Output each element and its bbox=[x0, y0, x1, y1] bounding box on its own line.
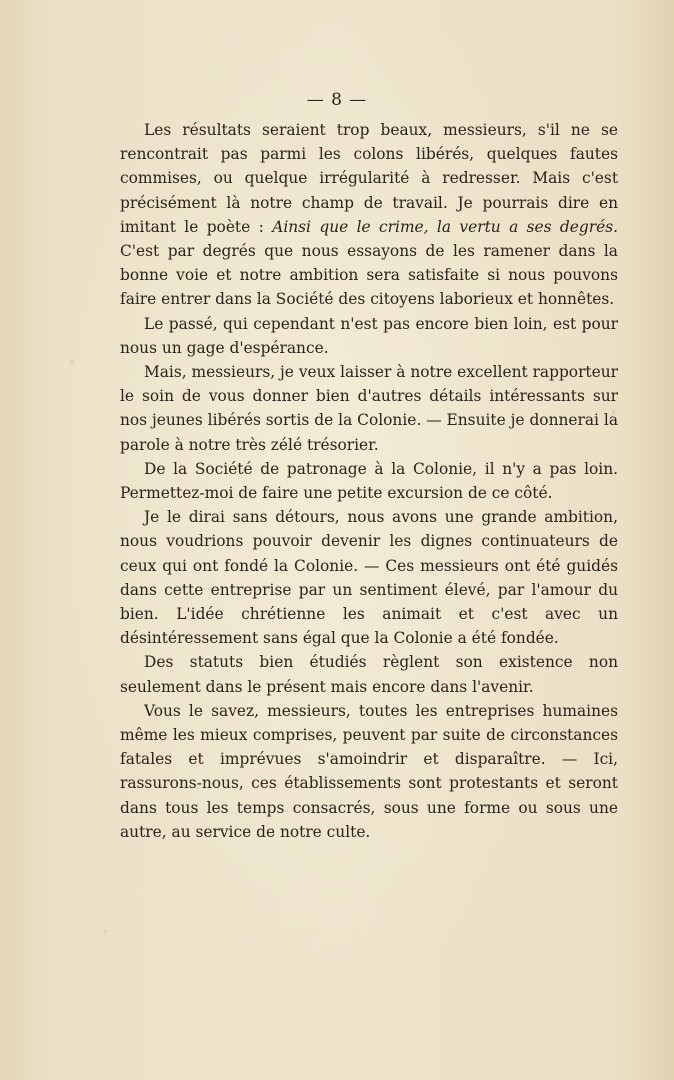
paragraph-4: De la Société de patronage à la Colonie, il n'y a pas loin. Permettez-moi de faire une petite excursion de ce côté. bbox=[120, 459, 618, 503]
page-number: — 8 — bbox=[306, 90, 368, 110]
paragraph-3: Mais, messieurs, je veux laisser à notre excellent rapporteur le soin de vous donner bien d'autres détails intéressants sur nos jeunes libérés sortis de la Colonie. — Ensuite je donnerai la parole à notre très zélé trésorier. bbox=[120, 363, 618, 454]
paragraph-6: Des statuts bien étudiés règlent son existence non seulement dans le présent mais encore dans l'avenir. bbox=[120, 653, 618, 696]
body-text bbox=[120, 118, 618, 844]
paragraph-5: Je le dirai sans détours, nous avons une grande ambition, nous voudrions pouvoir devenir les dignes continuateurs de ceux qui ont fondé la Colonie. — Ces messieurs ont été guidés dans cette entreprise par un sentiment élevé, par l'amour du bien. L'idée chrétienne les animait et c'est avec un désintéressement sans égal que la Colonie a été fondée. bbox=[120, 508, 618, 648]
paragraph-7: Vous le savez, messieurs, toutes les entreprises humaines même les mieux comprises, peuvent par suite de circonstances fatales et imprévues s'amoindrir et disparaître. — Ici, rassurons-nous, ces établissements sont protestants et seront dans tous les temps consacrés, sous une forme ou sous une autre, au service de notre culte. bbox=[120, 701, 618, 841]
paragraph-1 bbox=[120, 118, 618, 312]
paper-stain bbox=[104, 930, 107, 933]
paragraph-1-continuation: C'est par degrés que nous essayons de les ramener dans la bonne voie et notre ambition sera satisfaite si nous pouvons faire entrer dans la Société des citoyens laborieux et honnêtes. bbox=[120, 242, 618, 309]
paragraph-2: Le passé, qui cependant n'est pas encore bien loin, est pour nous un gage d'espérance. bbox=[120, 314, 618, 357]
quotation: Ainsi que le crime, la vertu a ses degrés. bbox=[272, 217, 619, 236]
paragraph-1-text: Les résultats seraient trop beaux, messieurs, s'il ne se rencontrait pas parmi les colons libérés, quelques fautes commises, ou quelque irrégularité à redresser. Mais c'est précisément là notre champ de travail. Je pourrais dire en imitant le poète : bbox=[120, 121, 618, 236]
paper-stain bbox=[70, 360, 74, 364]
